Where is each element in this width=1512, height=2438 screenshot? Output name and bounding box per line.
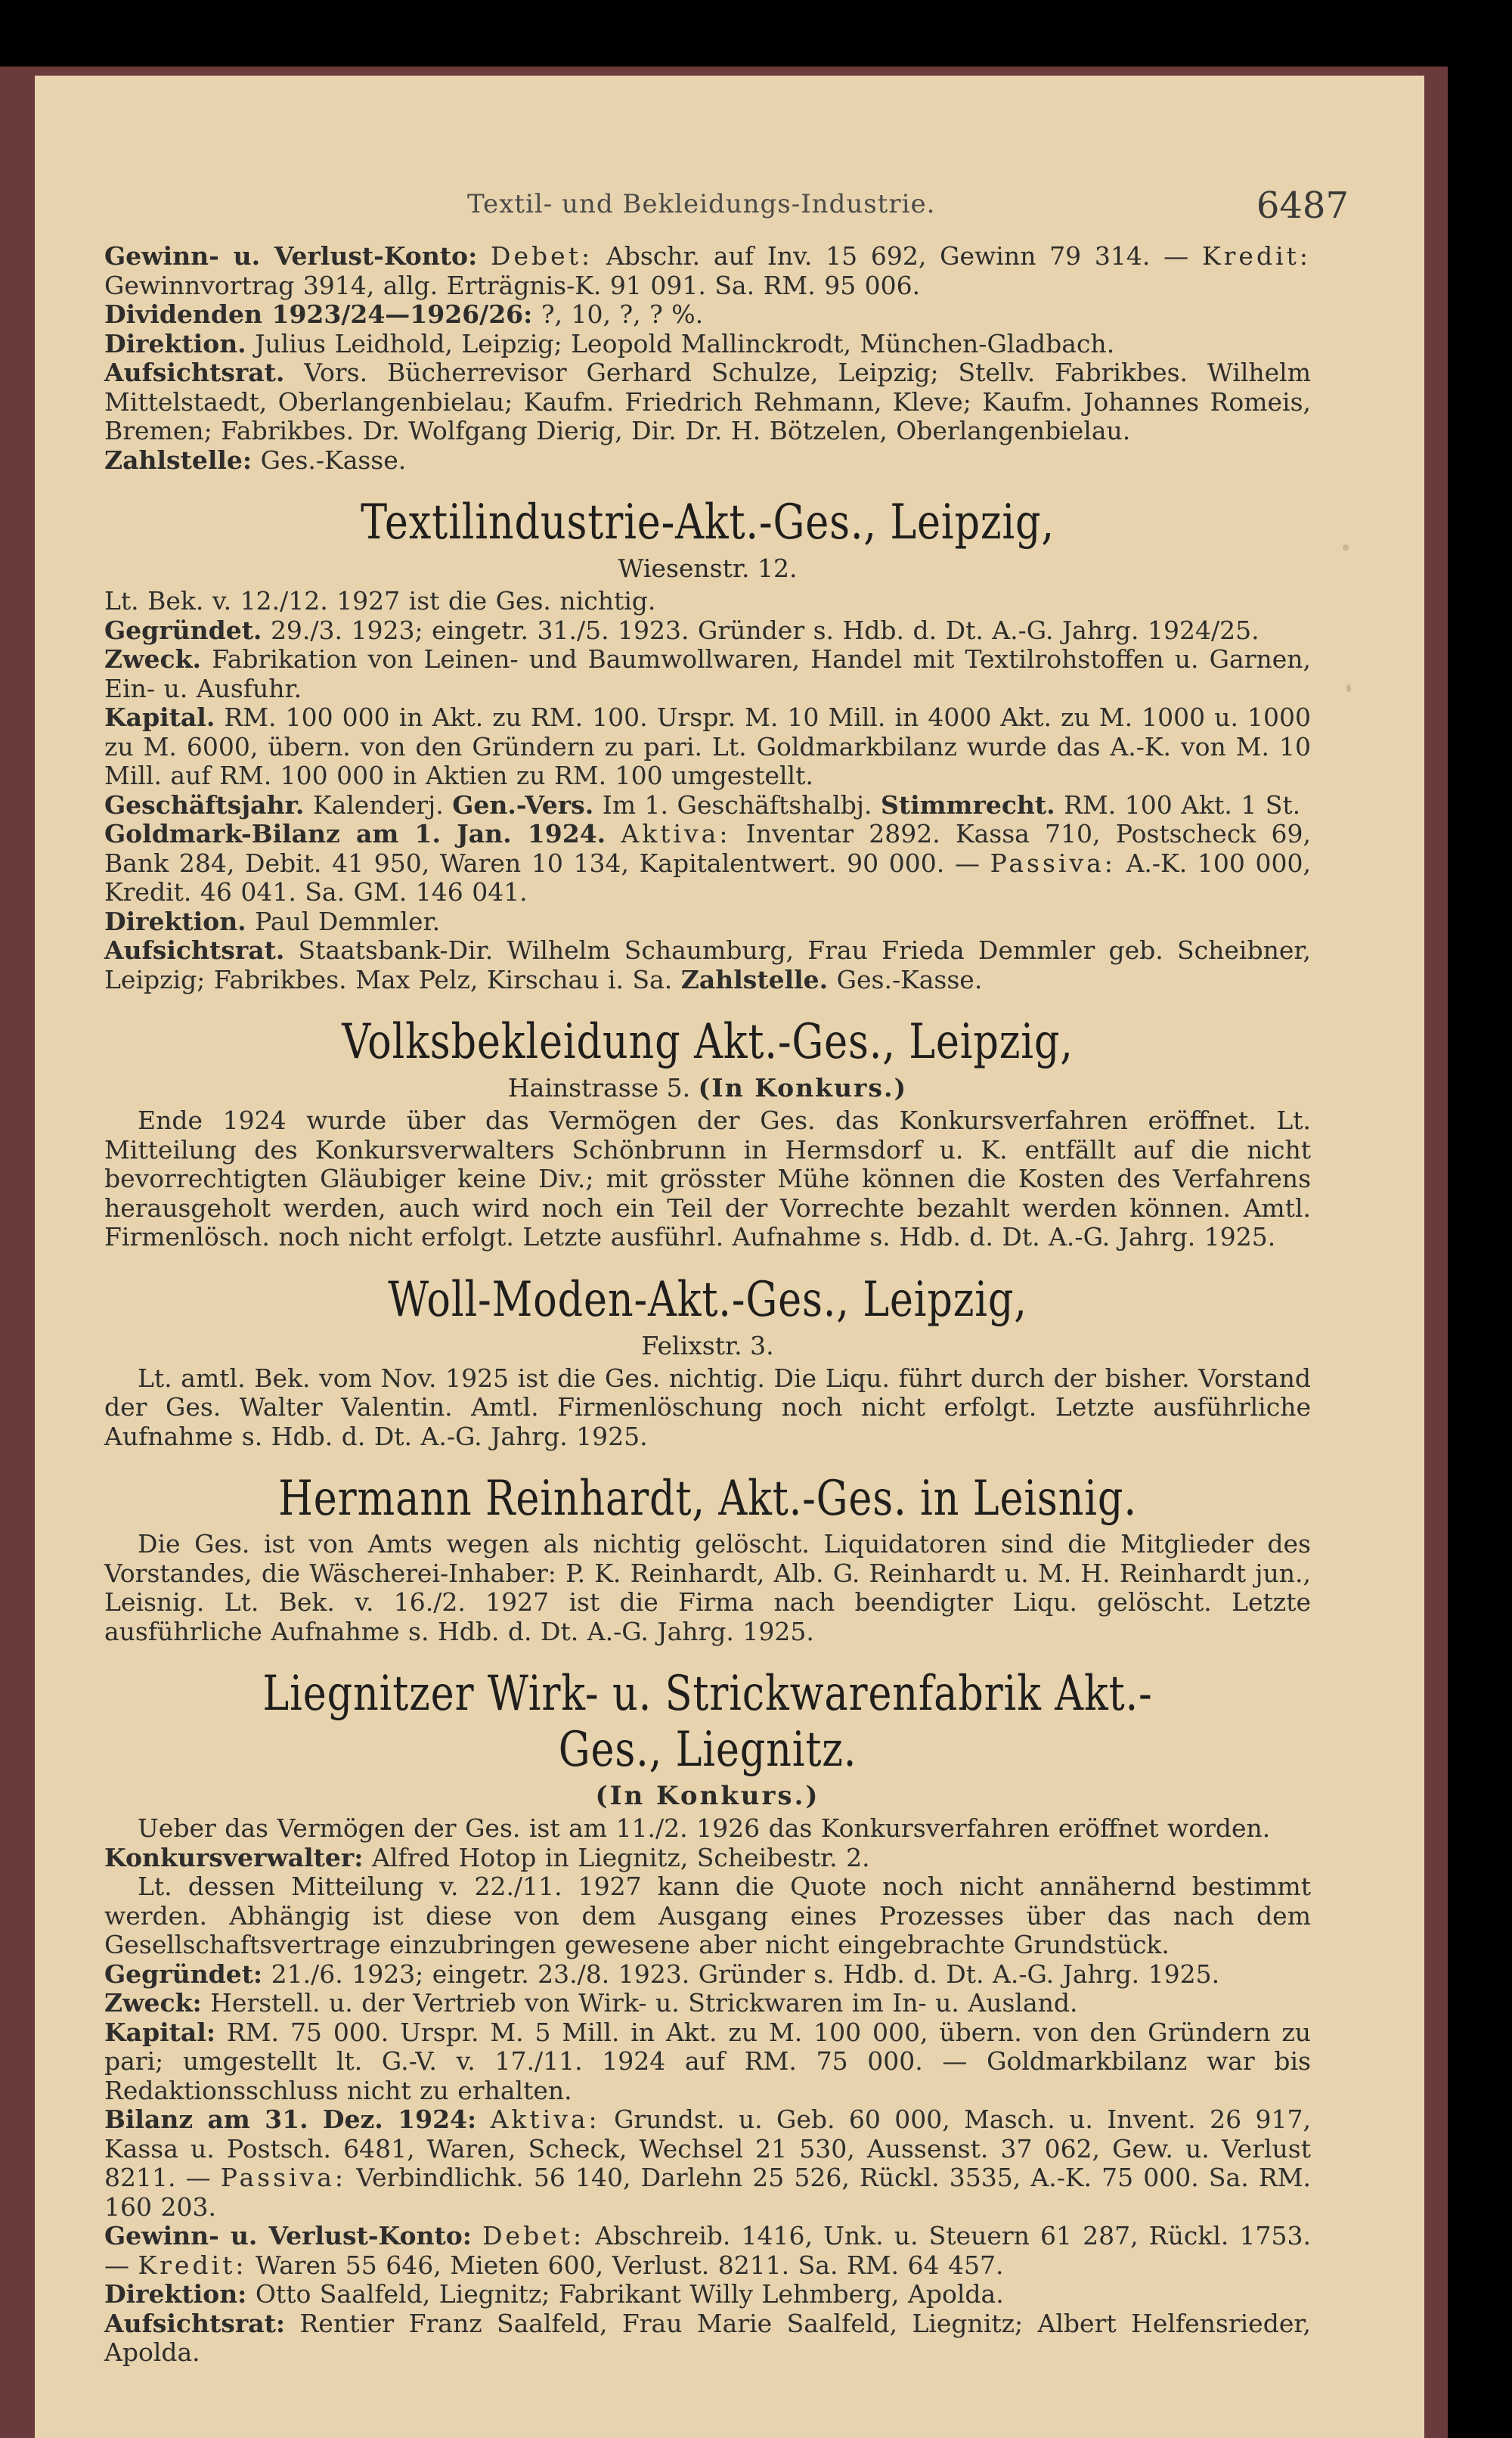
textil-direktion: Direktion. Paul Demmler. xyxy=(104,906,441,936)
company-title-reinhardt: Hermann Reinhardt, Akt.-Ges. in Leisnig. xyxy=(278,1471,1137,1527)
company-title-volks: Volksbekleidung Akt.-Ges., Leipzig, xyxy=(342,1014,1074,1070)
prev-aufsichtsrat: Aufsichtsrat. Vors. Bücherrevisor Gerhard Schulze, Leipzig; Stellv. Fabrikbes. Wilhelm Mittelstaedt, Oberlangenbielau; Kaufm. Friedrich Rehmann, Kleve; Kaufm. Johannes Romeis, Bremen; Fabrikbes. Dr. Wolfgang Dierig, Dir. Dr. H. Bötzelen, Oberlangenbielau. xyxy=(104,358,1311,445)
ink-spot xyxy=(1346,684,1351,692)
textil-note: Lt. Bek. v. 12./12. 1927 ist die Ges. nichtig. xyxy=(104,586,656,616)
page xyxy=(35,76,1424,2438)
prev-zahlstelle: Zahlstelle: Ges.-Kasse. xyxy=(104,445,407,475)
textil-bilanz: Goldmark-Bilanz am 1. Jan. 1924. Aktiva: Inventar 2892. Kassa 710, Postscheck 69, Bank 284, Debit. 41 950, Waren 10 134, Kapitalentwert. 90 000. — Passiva: A.-K. 100 000, Kredit. 46 041. Sa. GM. 146 041. xyxy=(104,819,1311,907)
company-title-liegnitz: Liegnitzer Wirk- u. Strickwarenfabrik Akt.-Ges., Liegnitz. xyxy=(262,1666,1153,1778)
liegnitz-zweck: Zweck: Herstell. u. der Vertrieb von Wirk- u. Strickwaren im In- u. Ausland. xyxy=(104,1988,1078,2018)
prev-dividends: Dividenden 1923/24—1926/26: ?, 10, ?, ? %. xyxy=(104,299,704,329)
liegnitz-konkursverwalter: Konkursverwalter: Alfred Hotop in Liegnitz, Scheibestr. 2. xyxy=(104,1842,870,1872)
liegnitz-konkurs: (In Konkurs.) xyxy=(595,1781,820,1811)
liegnitz-kapital: Kapital: RM. 75 000. Urspr. M. 5 Mill. in Akt. zu M. 100 000, übern. von den Gründern zu pari; umgestellt lt. G.-V. v. 17./11. 1924 auf RM. 75 000. — Goldmarkbilanz war bis Redaktionsschluss nicht zu erhalten. xyxy=(104,2017,1311,2105)
page-number: 6487 xyxy=(1256,185,1349,227)
liegnitz-p2: Lt. dessen Mitteilung v. 22./11. 1927 kann die Quote noch nicht annähernd bestimmt werden. Abhängig ist diese von dem Ausgang eines Prozesses über das nach dem Gesellschaftsvertrage einzubringen gewesene aber nicht eingebrachte Grundstück. xyxy=(104,1872,1311,1959)
liegnitz-bilanz: Bilanz am 31. Dez. 1924: Aktiva: Grundst. u. Geb. 60 000, Masch. u. Invent. 26 917, Kassa u. Postsch. 6481, Waren, Scheck, Wechsel 21 530, Aussenst. 37 062, Gew. u. Verlust 8211. — Passiva: Verbindlichk. 56 140, Darlehn 25 526, Rückl. 3535, A.-K. 75 000. Sa. RM. 160 203. xyxy=(104,2105,1311,2222)
liegnitz-direktion: Direktion: Otto Saalfeld, Liegnitz; Fabrikant Willy Lehmberg, Apolda. xyxy=(104,2279,1004,2309)
woll-text: Lt. amtl. Bek. vom Nov. 1925 ist die Ges. nichtig. Die Liqu. führt durch der bisher. Vorstand der Ges. Walter Valentin. Amtl. Firmenlöschung noch nicht erfolgt. Letzte ausführliche Aufnahme s. Hdb. d. Dt. A.-G. Jahrg. 1925. xyxy=(104,1363,1311,1451)
reinhardt-text: Die Ges. ist von Amts wegen als nichtig gelöscht. Liquidatoren sind die Mitglieder des Vorstandes, die Wäscherei-Inhaber: P. K. Reinhardt, Alb. G. Reinhardt u. M. H. Reinhardt jun., Leisnig. Lt. Bek. v. 16./2. 1927 ist die Firma nach beendigter Liqu. gelöscht. Letzte ausführliche Aufnahme s. Hdb. d. Dt. A.-G. Jahrg. 1925. xyxy=(104,1529,1311,1646)
textil-geschaeftsjahr: Geschäftsjahr. Kalenderj. Gen.-Vers. Im 1. Geschäftshalbj. Stimmrecht. RM. 100 Akt. 1 St. xyxy=(104,789,1301,820)
company-title-woll: Woll-Moden-Akt.-Ges., Leipzig, xyxy=(388,1271,1027,1328)
volks-text: Ende 1924 wurde über das Vermögen der Ges. das Konkursverfahren eröffnet. Lt. Mitteilung des Konkursverwalters Schönbrunn in Hermsdorf u. K. entfällt auf die nicht bevorrechtigten Gläubiger keine Div.; mit grösster Mühe können die Kosten des Verfahrens herausgeholt werden, auch wird noch ein Teil der Vorrechte bezahlt werden können. Amtl. Firmenlösch. noch nicht erfolgt. Letzte ausführl. Aufnahme s. Hdb. d. Dt. A.-G. Jahrg. 1925. xyxy=(104,1106,1311,1252)
ink-spot xyxy=(1343,544,1349,551)
textil-kapital: Kapital. RM. 100 000 in Akt. zu RM. 100. Urspr. M. 10 Mill. in 4000 Akt. zu M. 1000 u. 1000 zu M. 6000, übern. von den Gründern zu pari. Lt. Goldmarkbilanz wurde das A.-K. von M. 10 Mill. auf RM. 100 000 in Aktien zu RM. 100 umgestellt. xyxy=(104,703,1311,790)
volks-address: Hainstrasse 5. (In Konkurs.) xyxy=(507,1073,908,1103)
textil-gegruendet: Gegründet. 29./3. 1923; eingetr. 31./5. 1923. Gründer s. Hdb. d. Dt. A.-G. Jahrg. 1924/25. xyxy=(104,615,1259,645)
company-title-textil: Textilindustrie-Akt.-Ges., Leipzig, xyxy=(361,495,1055,551)
textil-zweck: Zweck. Fabrikation von Leinen- und Baumwollwaren, Handel mit Textilrohstoffen u. Garnen, Ein- u. Ausfuhr. xyxy=(104,644,1311,703)
prev-direktion: Direktion. Julius Leidhold, Leipzig; Leopold Mallinckrodt, München-Gladbach. xyxy=(104,328,1115,358)
liegnitz-p1: Ueber das Vermögen der Ges. ist am 11./2. 1926 das Konkursverfahren eröffnet worden. xyxy=(138,1813,1271,1843)
liegnitz-aufsichtsrat: Aufsichtsrat: Rentier Franz Saalfeld, Frau Marie Saalfeld, Liegnitz; Albert Helfensrieder, Apolda. xyxy=(104,2308,1311,2367)
woll-address: Felixstr. 3. xyxy=(641,1330,774,1360)
textil-aufsichtsrat: Aufsichtsrat. Staatsbank-Dir. Wilhelm Schaumburg, Frau Frieda Demmler geb. Scheibner, Leipzig; Fabrikbes. Max Pelz, Kirschau i. Sa. Zahlstelle. Ges.-Kasse. xyxy=(104,935,1311,994)
textil-address: Wiesenstr. 12. xyxy=(618,554,798,583)
running-header xyxy=(104,185,1349,242)
prev-gv: Gewinn- u. Verlust-Konto: Debet: Abschr. auf Inv. 15 692, Gewinn 79 314. — Kredit: Gewinnvortrag 3914, allg. Erträgnis-K. 91 091. Sa. RM. 95 006. xyxy=(104,241,1311,300)
header-title: Textil- und Bekleidungs-Industrie. xyxy=(467,189,936,219)
liegnitz-gegruendet: Gegründet: 21./6. 1923; eingetr. 23./8. 1923. Gründer s. Hdb. d. Dt. A.-G. Jahrg. 1925. xyxy=(104,1959,1220,1989)
liegnitz-gv: Gewinn- u. Verlust-Konto: Debet: Abschreib. 1416, Unk. u. Steuern 61 287, Rückl. 1753. — Kredit: Waren 55 646, Mieten 600, Verlust. 8211. Sa. RM. 64 457. xyxy=(104,2221,1311,2280)
